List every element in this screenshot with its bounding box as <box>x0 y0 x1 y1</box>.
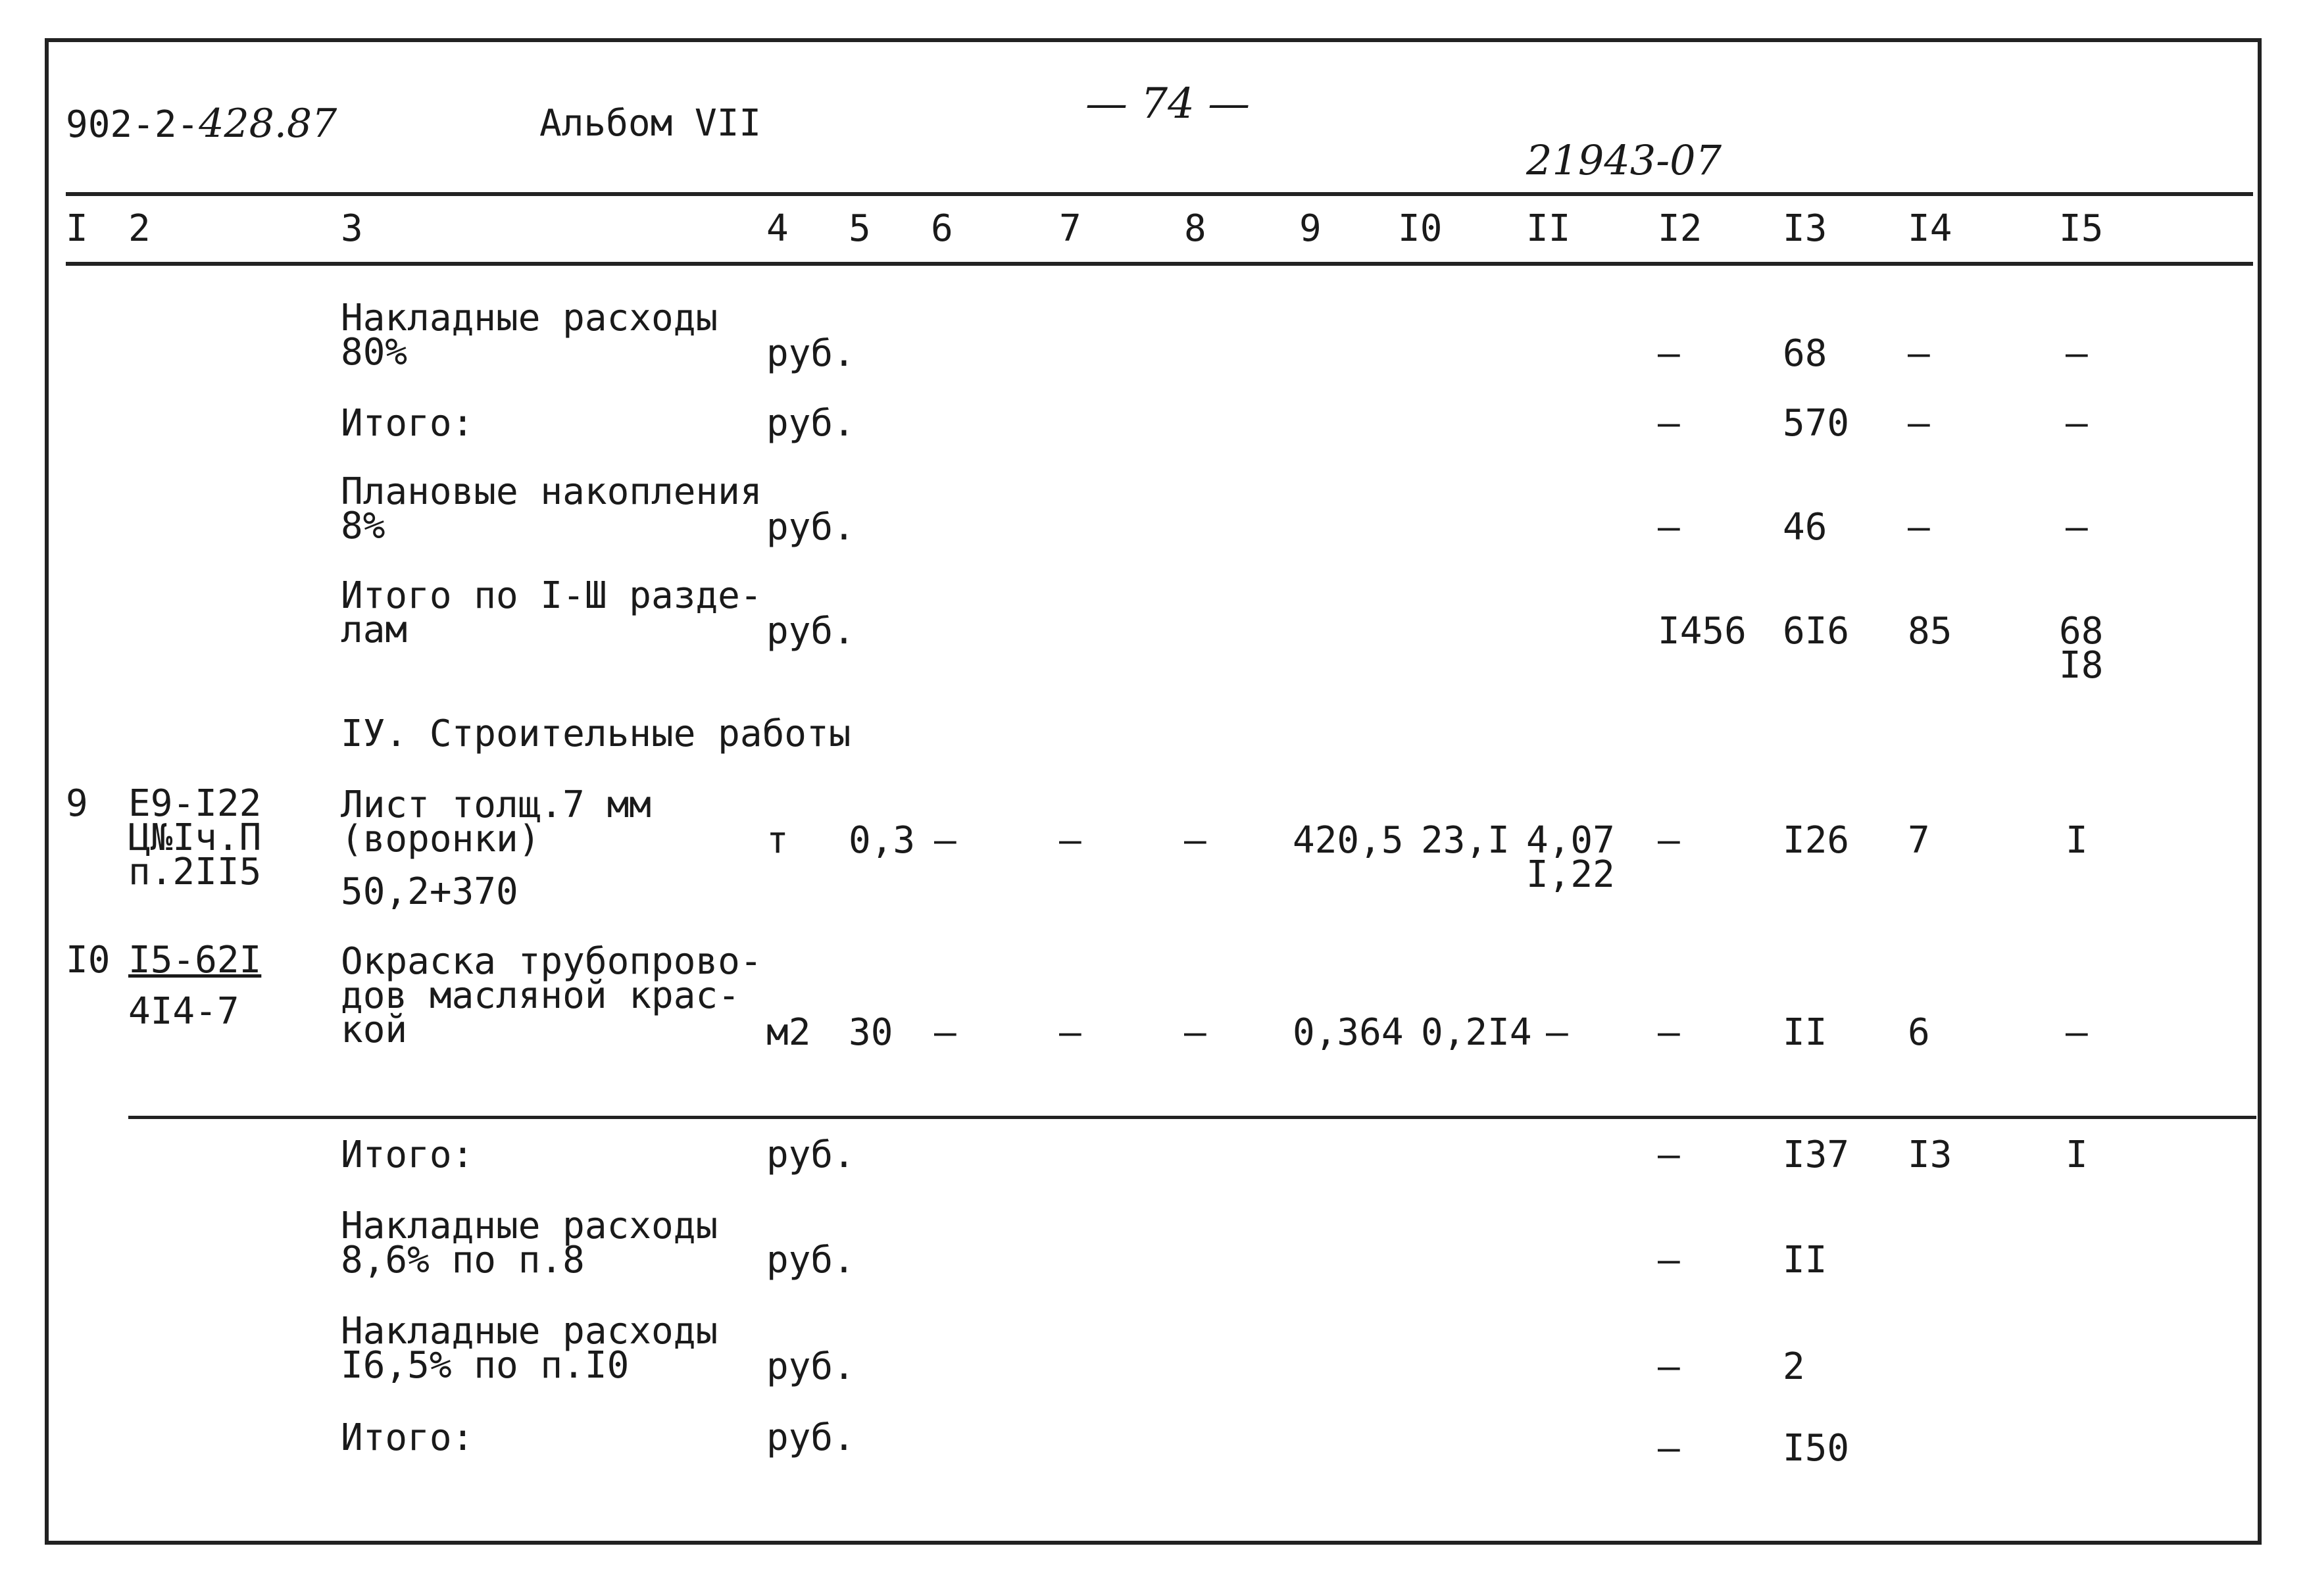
row-value: 68 <box>2059 610 2104 653</box>
row-value: I,22 <box>1526 853 1615 896</box>
row-description: Итого по I-Ш разде- <box>341 574 762 617</box>
row-unit: руб. <box>766 1345 855 1388</box>
row-unit: руб. <box>766 1239 855 1282</box>
row-unit: м2 <box>766 1011 811 1054</box>
row-value: – <box>1184 1011 1206 1054</box>
row-code: Е9-I22 <box>128 782 262 825</box>
row-value: 4,07 <box>1526 819 1615 862</box>
column-number: I <box>66 207 88 250</box>
row-value: – <box>1658 332 1680 375</box>
row-number: I0 <box>66 939 111 982</box>
row-value: – <box>1546 1011 1568 1054</box>
row-value: 6 <box>1908 1011 1930 1054</box>
column-number: I3 <box>1783 207 1827 250</box>
column-number: 7 <box>1059 207 1081 250</box>
row-unit: руб. <box>766 506 855 549</box>
row-value: – <box>2066 332 2088 375</box>
row-value: 0,364 <box>1293 1011 1404 1054</box>
row-description: 80% <box>341 331 408 374</box>
row-value: – <box>1658 1345 1680 1388</box>
page-number: — 74 — <box>1085 80 1251 128</box>
row-code: 4I4-7 <box>128 990 239 1033</box>
row-value: – <box>1658 1134 1680 1176</box>
row-value: – <box>1059 1011 1081 1054</box>
row-value: I <box>2066 1134 2088 1176</box>
row-value: I8 <box>2059 644 2104 687</box>
row-code: Ц№Iч.П <box>128 816 262 859</box>
row-description: 8,6% по п.8 <box>341 1239 585 1282</box>
column-number: 3 <box>341 207 363 250</box>
row-value: – <box>1059 819 1081 862</box>
row-description: Итого: <box>341 1416 474 1459</box>
row-value: 7 <box>1908 819 1930 862</box>
row-unit: руб. <box>766 402 855 445</box>
row-value: – <box>1908 402 1930 445</box>
row-value: – <box>2066 402 2088 445</box>
row-value: – <box>1908 506 1930 549</box>
row-description: Накладные расходы <box>341 297 718 339</box>
row-description: кой <box>341 1009 408 1051</box>
doc-code: 902-2-428.87 <box>66 101 337 147</box>
row-value: – <box>2066 1011 2088 1054</box>
row-value: 0,2I4 <box>1421 1011 1532 1054</box>
row-value: – <box>1658 1239 1680 1282</box>
column-number: I5 <box>2059 207 2104 250</box>
row-description: Окраска трубопрово- <box>341 940 762 983</box>
column-number: I2 <box>1658 207 1702 250</box>
column-number: I4 <box>1908 207 1952 250</box>
doc-number: 21943-07 <box>1526 136 1722 184</box>
row-value: 570 <box>1783 402 1850 445</box>
row-value: – <box>1658 506 1680 549</box>
column-number: I0 <box>1398 207 1443 250</box>
row-description: Лист толщ.7 мм <box>341 784 652 826</box>
row-unit: руб. <box>766 1134 855 1176</box>
album-label: Альбом VII <box>539 102 762 145</box>
column-rule <box>66 262 2253 266</box>
row-value: 420,5 <box>1293 819 1404 862</box>
row-description: Итого: <box>341 1134 474 1176</box>
row-value: – <box>1908 332 1930 375</box>
row-description: Накладные расходы <box>341 1310 718 1353</box>
column-number: 2 <box>128 207 151 250</box>
row-value: I3 <box>1908 1134 1952 1176</box>
row-value: 68 <box>1783 332 1827 375</box>
row-value: I50 <box>1783 1427 1850 1470</box>
row-value: I456 <box>1658 610 1747 653</box>
row-value: – <box>1658 402 1680 445</box>
column-number: 8 <box>1184 207 1206 250</box>
row-value: – <box>1658 1427 1680 1470</box>
row-value: – <box>1658 1011 1680 1054</box>
row-description: (воронки) <box>341 818 541 860</box>
row-code: I5-62I <box>128 939 262 982</box>
row-value: – <box>2066 506 2088 549</box>
row-value: 46 <box>1783 506 1827 549</box>
row-value: 2 <box>1783 1345 1805 1388</box>
row-unit: руб. <box>766 1416 855 1459</box>
row-description: I6,5% по п.I0 <box>341 1344 630 1387</box>
row-unit: т <box>766 819 789 862</box>
row-value: I26 <box>1783 819 1850 862</box>
row-value: 0,3 <box>849 819 916 862</box>
column-number: 6 <box>931 207 953 250</box>
row-value: 6I6 <box>1783 610 1850 653</box>
row-value: – <box>1184 819 1206 862</box>
row-unit: руб. <box>766 332 855 375</box>
row-value: 85 <box>1908 610 1952 653</box>
row-description: дов масляной крас- <box>341 974 740 1017</box>
row-value: 23,I <box>1421 819 1510 862</box>
row-description: 8% <box>341 505 385 547</box>
section-heading: IУ. Строительные работы <box>341 712 851 755</box>
row-value: I37 <box>1783 1134 1850 1176</box>
row-value: II <box>1783 1239 1827 1282</box>
row-value: – <box>934 1011 956 1054</box>
row-description: лам <box>341 609 408 651</box>
row-unit: руб. <box>766 610 855 653</box>
row-description: Плановые накопления <box>341 470 762 513</box>
row-description: Итого: <box>341 402 474 445</box>
row-value: – <box>934 819 956 862</box>
row-value: I <box>2066 819 2088 862</box>
row-description: 50,2+370 <box>341 870 518 913</box>
column-number: 5 <box>849 207 871 250</box>
row-code: п.2II5 <box>128 851 262 893</box>
row-number: 9 <box>66 782 88 825</box>
row-description: Накладные расходы <box>341 1205 718 1247</box>
row-value: II <box>1783 1011 1827 1054</box>
column-number: II <box>1526 207 1571 250</box>
column-number: 9 <box>1299 207 1322 250</box>
row-value: – <box>1658 819 1680 862</box>
row-value: 30 <box>849 1011 893 1054</box>
section-rule <box>128 1116 2256 1119</box>
column-number: 4 <box>766 207 789 250</box>
header-rule <box>66 192 2253 196</box>
